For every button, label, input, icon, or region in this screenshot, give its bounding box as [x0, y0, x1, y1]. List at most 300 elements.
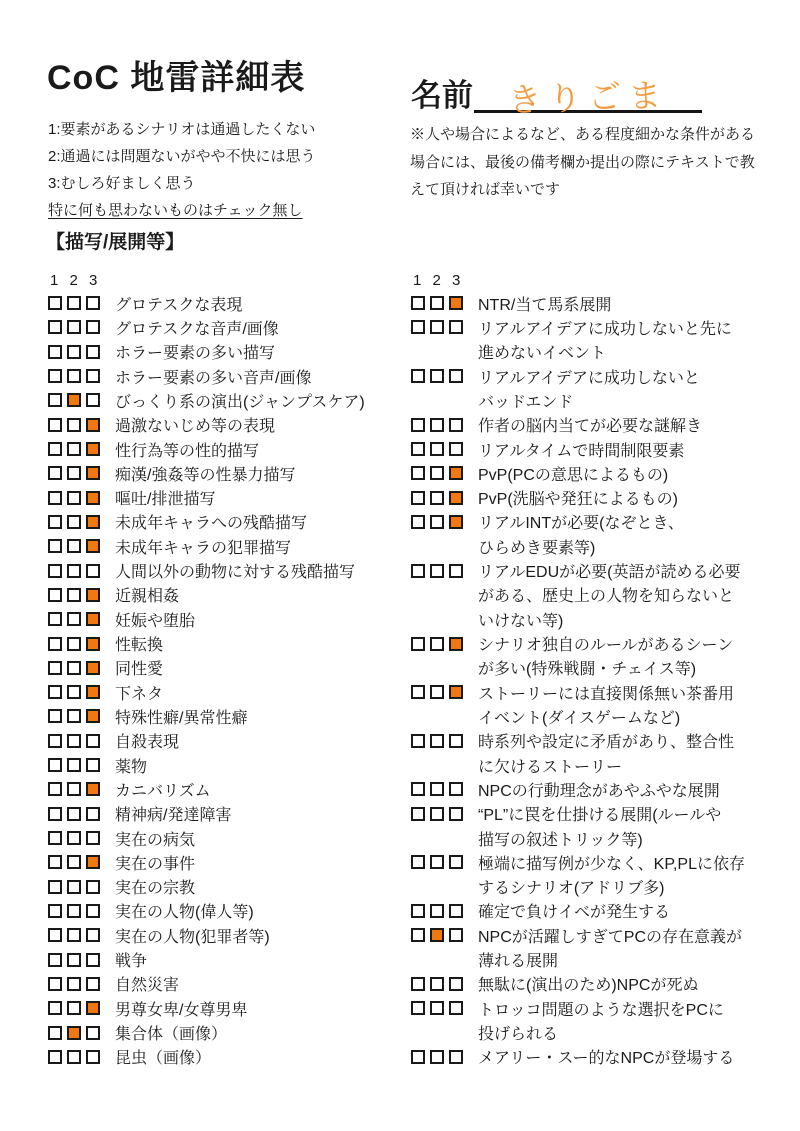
- checkbox-3[interactable]: [86, 807, 100, 821]
- checkbox-3-checked[interactable]: [86, 466, 100, 480]
- checkbox-3-checked[interactable]: [86, 782, 100, 796]
- checklist-rows-right: [411, 291, 745, 1069]
- checklist-item-row: [48, 899, 365, 923]
- checkbox-3-checked[interactable]: [86, 515, 100, 529]
- checkbox-1[interactable]: [48, 880, 62, 894]
- checkbox-2[interactable]: [67, 831, 81, 845]
- checkbox-2[interactable]: [67, 977, 81, 991]
- checkbox-2[interactable]: [430, 977, 444, 991]
- checkbox-1[interactable]: [411, 296, 425, 310]
- item-label: 自然災害: [115, 977, 180, 995]
- checkbox-1[interactable]: [411, 734, 425, 748]
- checkbox-group: [411, 807, 463, 821]
- checklist-item-row: [411, 802, 745, 826]
- checkbox-1[interactable]: [411, 320, 425, 334]
- checklist-item-row: [48, 704, 365, 728]
- checkbox-3[interactable]: [449, 928, 463, 942]
- checkbox-1[interactable]: [411, 637, 425, 651]
- checkbox-3-checked[interactable]: [86, 418, 100, 432]
- item-label: 戦争: [115, 953, 148, 971]
- checkbox-group: [48, 612, 100, 626]
- checkbox-3[interactable]: [449, 369, 463, 383]
- checkbox-3[interactable]: [86, 734, 100, 748]
- item-label: リアルアイデアに成功しないと先に: [478, 320, 732, 338]
- checkbox-1[interactable]: [411, 515, 425, 529]
- checkbox-1[interactable]: [48, 758, 62, 772]
- checklist-item-wrap-row: [411, 875, 745, 899]
- checkbox-1[interactable]: [48, 928, 62, 942]
- checklist-item-row: [411, 996, 745, 1020]
- checkbox-3-checked[interactable]: [86, 539, 100, 553]
- checklist-item-row: [411, 486, 745, 510]
- checkbox-2[interactable]: [430, 807, 444, 821]
- item-label: リアルEDUが必要(英語が読める必要: [478, 564, 741, 582]
- checkbox-3[interactable]: [449, 442, 463, 456]
- checkbox-3[interactable]: [86, 1026, 100, 1040]
- checkbox-1[interactable]: [411, 904, 425, 918]
- item-label: 実在の病気: [115, 831, 196, 849]
- item-label: びっくり系の演出(ジャンプスケア): [115, 393, 365, 411]
- checklist-column-left: [48, 272, 365, 1069]
- scale-header-left: 1 2 3: [50, 272, 101, 289]
- checkbox-1[interactable]: [48, 734, 62, 748]
- checkbox-group: [411, 928, 463, 942]
- checkbox-1[interactable]: [411, 782, 425, 796]
- item-label: 人間以外の動物に対する残酷描写: [115, 564, 356, 582]
- checklist-item-row: [48, 534, 365, 558]
- checkbox-group: [48, 831, 100, 845]
- checkbox-2[interactable]: [430, 515, 444, 529]
- checkbox-2[interactable]: [67, 709, 81, 723]
- checkbox-3-checked[interactable]: [86, 491, 100, 505]
- checkbox-group: [411, 296, 463, 310]
- conditions-note-line-2: 場合には、最後の備考欄か提出の際にテキストで教: [410, 153, 755, 171]
- item-label: 描写の叙述トリック等): [478, 831, 643, 849]
- checkbox-1[interactable]: [48, 1001, 62, 1015]
- checkbox-2[interactable]: [67, 296, 81, 310]
- checkbox-group: [48, 466, 100, 480]
- checkbox-1[interactable]: [48, 369, 62, 383]
- checkbox-1[interactable]: [411, 855, 425, 869]
- item-label: 薬物: [115, 758, 148, 776]
- checkbox-group: [48, 369, 100, 383]
- checkbox-2-checked[interactable]: [430, 928, 444, 942]
- checkbox-3-checked[interactable]: [86, 637, 100, 651]
- checkbox-group: [48, 661, 100, 675]
- checklist-item-row: [48, 656, 365, 680]
- checkbox-3-checked[interactable]: [449, 491, 463, 505]
- checkbox-3[interactable]: [449, 564, 463, 578]
- item-label: するシナリオ(アドリブ多): [478, 880, 665, 898]
- conditions-note-line-1: ※人や場合によるなど、ある程度細かな条件がある: [410, 126, 756, 143]
- checkbox-3-checked[interactable]: [449, 515, 463, 529]
- checkbox-3[interactable]: [449, 807, 463, 821]
- checkbox-1[interactable]: [48, 345, 62, 359]
- checkbox-3-checked[interactable]: [449, 296, 463, 310]
- item-label: 男尊女卑/女尊男卑: [115, 1001, 248, 1019]
- checkbox-group: [411, 320, 463, 334]
- legend-line-2: 2:通過には問題ないがやや不快には思う: [48, 148, 316, 165]
- checklist-item-row: [48, 437, 365, 461]
- checklist-item-row: [411, 680, 745, 704]
- item-label: “PL”に罠を仕掛ける展開(ルールや: [478, 807, 722, 825]
- checklist-item-row: [48, 631, 365, 655]
- checklist-item-row: [411, 729, 745, 753]
- checkbox-2[interactable]: [67, 855, 81, 869]
- checkbox-group: [48, 977, 100, 991]
- checkbox-2[interactable]: [67, 904, 81, 918]
- checkbox-1[interactable]: [411, 418, 425, 432]
- checklist-item-row: [48, 1045, 365, 1069]
- checkbox-group: [48, 345, 100, 359]
- scale-header-right: 1 2 3: [413, 272, 464, 289]
- checkbox-2[interactable]: [430, 782, 444, 796]
- checkbox-2[interactable]: [67, 345, 81, 359]
- checkbox-group: [48, 685, 100, 699]
- checkbox-2[interactable]: [430, 564, 444, 578]
- checklist-item-row: [411, 850, 745, 874]
- item-label: 作者の脳内当てが必要な謎解き: [478, 418, 703, 436]
- checkbox-2[interactable]: [430, 466, 444, 480]
- item-label: 進めないイベント: [478, 345, 607, 363]
- checkbox-1[interactable]: [48, 977, 62, 991]
- checkbox-2[interactable]: [67, 758, 81, 772]
- item-label: いけない等): [478, 612, 564, 630]
- checkbox-3[interactable]: [449, 904, 463, 918]
- checkbox-2-checked[interactable]: [67, 1026, 81, 1040]
- checklist-item-row: [48, 729, 365, 753]
- checkbox-3-checked[interactable]: [449, 637, 463, 651]
- checklist-item-row: [411, 291, 745, 315]
- checkbox-group: [48, 539, 100, 553]
- checklist-item-row: [48, 340, 365, 364]
- item-label: リアルINTが必要(なぞとき、: [478, 515, 684, 533]
- item-label: 実在の人物(偉人等): [115, 904, 254, 922]
- checkbox-2[interactable]: [430, 320, 444, 334]
- checklist-item-row: [48, 1020, 365, 1044]
- checkbox-3-checked[interactable]: [86, 588, 100, 602]
- checkbox-3[interactable]: [449, 1001, 463, 1015]
- checkbox-2[interactable]: [430, 734, 444, 748]
- checklist-item-row: [48, 923, 365, 947]
- checkbox-group: [411, 855, 463, 869]
- checklist-item-row: [48, 947, 365, 971]
- checkbox-group: [48, 418, 100, 432]
- legend-line-1: 1:要素があるシナリオは通過したくない: [48, 121, 316, 138]
- checkbox-3[interactable]: [86, 320, 100, 334]
- checklist-item-row: [411, 437, 745, 461]
- checklist-item-row: [411, 315, 745, 339]
- checklist-item-row: [48, 315, 365, 339]
- checkbox-3[interactable]: [449, 734, 463, 748]
- checkbox-2[interactable]: [67, 369, 81, 383]
- item-label: シナリオ独自のルールがあるシーン: [478, 637, 734, 655]
- checkbox-1[interactable]: [48, 782, 62, 796]
- checkbox-3-checked[interactable]: [449, 685, 463, 699]
- checkbox-1[interactable]: [48, 612, 62, 626]
- checkbox-2[interactable]: [67, 880, 81, 894]
- checkbox-3[interactable]: [86, 345, 100, 359]
- checkbox-group: [411, 734, 463, 748]
- item-label: 近親相姦: [115, 588, 180, 606]
- checkbox-group: [48, 588, 100, 602]
- checkbox-3[interactable]: [86, 369, 100, 383]
- item-label: 未成年キャラの犯罪描写: [115, 539, 292, 557]
- checkbox-2[interactable]: [67, 515, 81, 529]
- checkbox-2[interactable]: [67, 466, 81, 480]
- checklist-item-wrap-row: [411, 753, 745, 777]
- checkbox-2[interactable]: [430, 637, 444, 651]
- checkbox-2-checked[interactable]: [67, 393, 81, 407]
- checkbox-group: [48, 1026, 100, 1040]
- checkbox-1[interactable]: [48, 515, 62, 529]
- checkbox-2[interactable]: [67, 564, 81, 578]
- checklist-item-row: [48, 996, 365, 1020]
- item-label: グロテスクな音声/画像: [115, 320, 279, 338]
- checklist-item-row: [48, 388, 365, 412]
- name-input-line[interactable]: [474, 66, 702, 119]
- checkbox-1[interactable]: [48, 807, 62, 821]
- item-label: トロッコ問題のような選択をPCに: [478, 1001, 724, 1019]
- checkbox-3[interactable]: [86, 1050, 100, 1064]
- checkbox-group: [411, 977, 463, 991]
- section-header-depiction: 【描写/展開等】: [46, 232, 185, 253]
- item-label: 性行為等の性的描写: [115, 442, 260, 460]
- item-label: NPCが活躍しすぎてPCの存在意義が: [478, 928, 743, 946]
- checkbox-group: [48, 1050, 100, 1064]
- item-label: ひらめき要素等): [478, 539, 596, 557]
- checkbox-2[interactable]: [67, 320, 81, 334]
- checkbox-1[interactable]: [48, 953, 62, 967]
- checkbox-3-checked[interactable]: [86, 442, 100, 456]
- checkbox-2[interactable]: [430, 904, 444, 918]
- checkbox-3[interactable]: [449, 418, 463, 432]
- checkbox-1[interactable]: [411, 491, 425, 505]
- item-label: リアルアイデアに成功しないと: [478, 369, 700, 387]
- checkbox-2[interactable]: [430, 685, 444, 699]
- checkbox-group: [48, 855, 100, 869]
- conditions-note: [410, 121, 755, 204]
- item-label: 実在の人物(犯罪者等): [115, 928, 270, 946]
- item-label: 時系列や設定に矛盾があり、整合性: [478, 734, 735, 752]
- item-label: 実在の宗教: [115, 880, 196, 898]
- checkbox-2[interactable]: [67, 734, 81, 748]
- checkbox-1[interactable]: [48, 1026, 62, 1040]
- checkbox-1[interactable]: [48, 661, 62, 675]
- checkbox-2[interactable]: [430, 491, 444, 505]
- legend-line-3: 3:むしろ好ましく思う: [48, 175, 196, 192]
- checkbox-1[interactable]: [411, 928, 425, 942]
- checkbox-3[interactable]: [449, 977, 463, 991]
- checkbox-1[interactable]: [48, 904, 62, 918]
- checkbox-2[interactable]: [67, 928, 81, 942]
- item-label: ストーリーには直接関係無い茶番用: [478, 685, 735, 703]
- checkbox-3-checked[interactable]: [86, 709, 100, 723]
- checkbox-group: [411, 1001, 463, 1015]
- item-label: 未成年キャラへの残酷描写: [115, 515, 308, 533]
- checklist-item-row: [411, 972, 745, 996]
- checkbox-3[interactable]: [86, 296, 100, 310]
- checkbox-1[interactable]: [411, 1001, 425, 1015]
- checklist-item-wrap-row: [411, 340, 745, 364]
- checkbox-2[interactable]: [67, 807, 81, 821]
- checkbox-group: [411, 564, 463, 578]
- checkbox-3-checked[interactable]: [86, 612, 100, 626]
- checkbox-1[interactable]: [48, 709, 62, 723]
- checkbox-1[interactable]: [48, 491, 62, 505]
- checkbox-2[interactable]: [67, 418, 81, 432]
- checkbox-3[interactable]: [86, 564, 100, 578]
- checklist-item-row: [48, 583, 365, 607]
- checkbox-1[interactable]: [48, 564, 62, 578]
- checkbox-2[interactable]: [430, 369, 444, 383]
- checkbox-group: [48, 953, 100, 967]
- checkbox-2[interactable]: [430, 855, 444, 869]
- checklist-item-row: [411, 558, 745, 582]
- checkbox-1[interactable]: [48, 1050, 62, 1064]
- checkbox-1[interactable]: [48, 466, 62, 480]
- checkbox-3-checked[interactable]: [86, 661, 100, 675]
- checkbox-2[interactable]: [430, 1050, 444, 1064]
- checkbox-3[interactable]: [86, 758, 100, 772]
- checklist-item-row: [48, 802, 365, 826]
- item-label: カニバリズム: [115, 782, 211, 800]
- item-label: 下ネタ: [115, 685, 164, 703]
- checklist-item-row: [48, 413, 365, 437]
- checkbox-group: [411, 442, 463, 456]
- checkbox-1[interactable]: [48, 831, 62, 845]
- item-label: メアリー・スー的なNPCが登場する: [478, 1050, 735, 1068]
- checkbox-2[interactable]: [67, 953, 81, 967]
- checkbox-group: [48, 564, 100, 578]
- checkbox-2[interactable]: [67, 685, 81, 699]
- checkbox-1[interactable]: [48, 296, 62, 310]
- item-label: 無駄に(演出のため)NPCが死ぬ: [478, 977, 699, 995]
- checkbox-3[interactable]: [86, 393, 100, 407]
- checkbox-1[interactable]: [48, 418, 62, 432]
- checkbox-group: [48, 296, 100, 310]
- item-label: 過激ないじめ等の表現: [115, 418, 276, 436]
- checkbox-2[interactable]: [67, 612, 81, 626]
- checkbox-2[interactable]: [430, 296, 444, 310]
- checkbox-1[interactable]: [48, 588, 62, 602]
- checkbox-2[interactable]: [430, 418, 444, 432]
- checklist-item-row: [411, 413, 745, 437]
- checkbox-3[interactable]: [449, 782, 463, 796]
- checkbox-2[interactable]: [67, 661, 81, 675]
- checkbox-3[interactable]: [86, 831, 100, 845]
- checkbox-3[interactable]: [86, 977, 100, 991]
- item-label: PvP(PCの意思によるもの): [478, 466, 669, 484]
- checkbox-1[interactable]: [411, 977, 425, 991]
- checkbox-3[interactable]: [86, 928, 100, 942]
- item-label: 投げられる: [478, 1026, 559, 1044]
- checkbox-group: [411, 685, 463, 699]
- checkbox-3[interactable]: [449, 320, 463, 334]
- checkbox-1[interactable]: [411, 564, 425, 578]
- item-label: に欠けるストーリー: [478, 758, 623, 776]
- checkbox-2[interactable]: [67, 782, 81, 796]
- checkbox-1[interactable]: [411, 466, 425, 480]
- checkbox-3-checked[interactable]: [86, 685, 100, 699]
- checkbox-3[interactable]: [86, 880, 100, 894]
- checkbox-group: [48, 515, 100, 529]
- checkbox-group: [411, 782, 463, 796]
- checklist-item-wrap-row: [411, 704, 745, 728]
- checkbox-3-checked[interactable]: [86, 1001, 100, 1015]
- checklist-item-wrap-row: [411, 388, 745, 412]
- name-field-row: [411, 66, 702, 119]
- checkbox-2[interactable]: [67, 539, 81, 553]
- checklist-column-right: [411, 272, 745, 1069]
- checkbox-1[interactable]: [411, 369, 425, 383]
- checkbox-3[interactable]: [86, 953, 100, 967]
- checkbox-1[interactable]: [411, 1050, 425, 1064]
- checkbox-group: [48, 491, 100, 505]
- item-label: 確定で負けイベが発生する: [478, 904, 671, 922]
- checkbox-group: [48, 320, 100, 334]
- checklist-item-wrap-row: [411, 534, 745, 558]
- checkbox-1[interactable]: [48, 637, 62, 651]
- checkbox-3[interactable]: [86, 904, 100, 918]
- checklist-item-row: [411, 1045, 745, 1069]
- item-label: 自殺表現: [115, 734, 180, 752]
- checkbox-3[interactable]: [449, 1050, 463, 1064]
- checkbox-3[interactable]: [449, 855, 463, 869]
- item-label: 特殊性癖/異常性癖: [115, 709, 248, 727]
- checkbox-2[interactable]: [67, 1001, 81, 1015]
- item-label: 薄れる展開: [478, 953, 559, 971]
- checklist-item-wrap-row: [411, 607, 745, 631]
- checklist-item-row: [48, 291, 365, 315]
- item-label: 嘔吐/排泄描写: [115, 491, 216, 509]
- checkbox-1[interactable]: [48, 393, 62, 407]
- checkbox-2[interactable]: [67, 1050, 81, 1064]
- checklist-item-wrap-row: [411, 947, 745, 971]
- page-title: CoC 地雷詳細表: [47, 59, 306, 97]
- checkbox-3-checked[interactable]: [86, 855, 100, 869]
- checkbox-2[interactable]: [67, 637, 81, 651]
- checkbox-2[interactable]: [430, 1001, 444, 1015]
- item-label: 妊娠や堕胎: [115, 612, 196, 630]
- checklist-item-row: [411, 923, 745, 947]
- item-label: グロテスクな表現: [115, 296, 243, 314]
- checklist-item-row: [411, 364, 745, 388]
- checkbox-1[interactable]: [48, 539, 62, 553]
- checkbox-1[interactable]: [48, 855, 62, 869]
- checkbox-2[interactable]: [430, 442, 444, 456]
- checkbox-3-checked[interactable]: [449, 466, 463, 480]
- item-label: 昆虫（画像）: [115, 1050, 212, 1068]
- checkbox-1[interactable]: [48, 442, 62, 456]
- checklist-item-row: [411, 461, 745, 485]
- checklist-item-row: [48, 680, 365, 704]
- checkbox-2[interactable]: [67, 442, 81, 456]
- checkbox-group: [411, 515, 463, 529]
- checkbox-group: [48, 928, 100, 942]
- checkbox-1[interactable]: [48, 320, 62, 334]
- checkbox-1[interactable]: [411, 685, 425, 699]
- checkbox-group: [48, 393, 100, 407]
- item-label: NPCの行動理念があやふやな展開: [478, 782, 720, 800]
- checklist-item-wrap-row: [411, 826, 745, 850]
- checkbox-group: [411, 418, 463, 432]
- checkbox-2[interactable]: [67, 588, 81, 602]
- checkbox-1[interactable]: [411, 807, 425, 821]
- checkbox-1[interactable]: [48, 685, 62, 699]
- checkbox-2[interactable]: [67, 491, 81, 505]
- checkbox-1[interactable]: [411, 442, 425, 456]
